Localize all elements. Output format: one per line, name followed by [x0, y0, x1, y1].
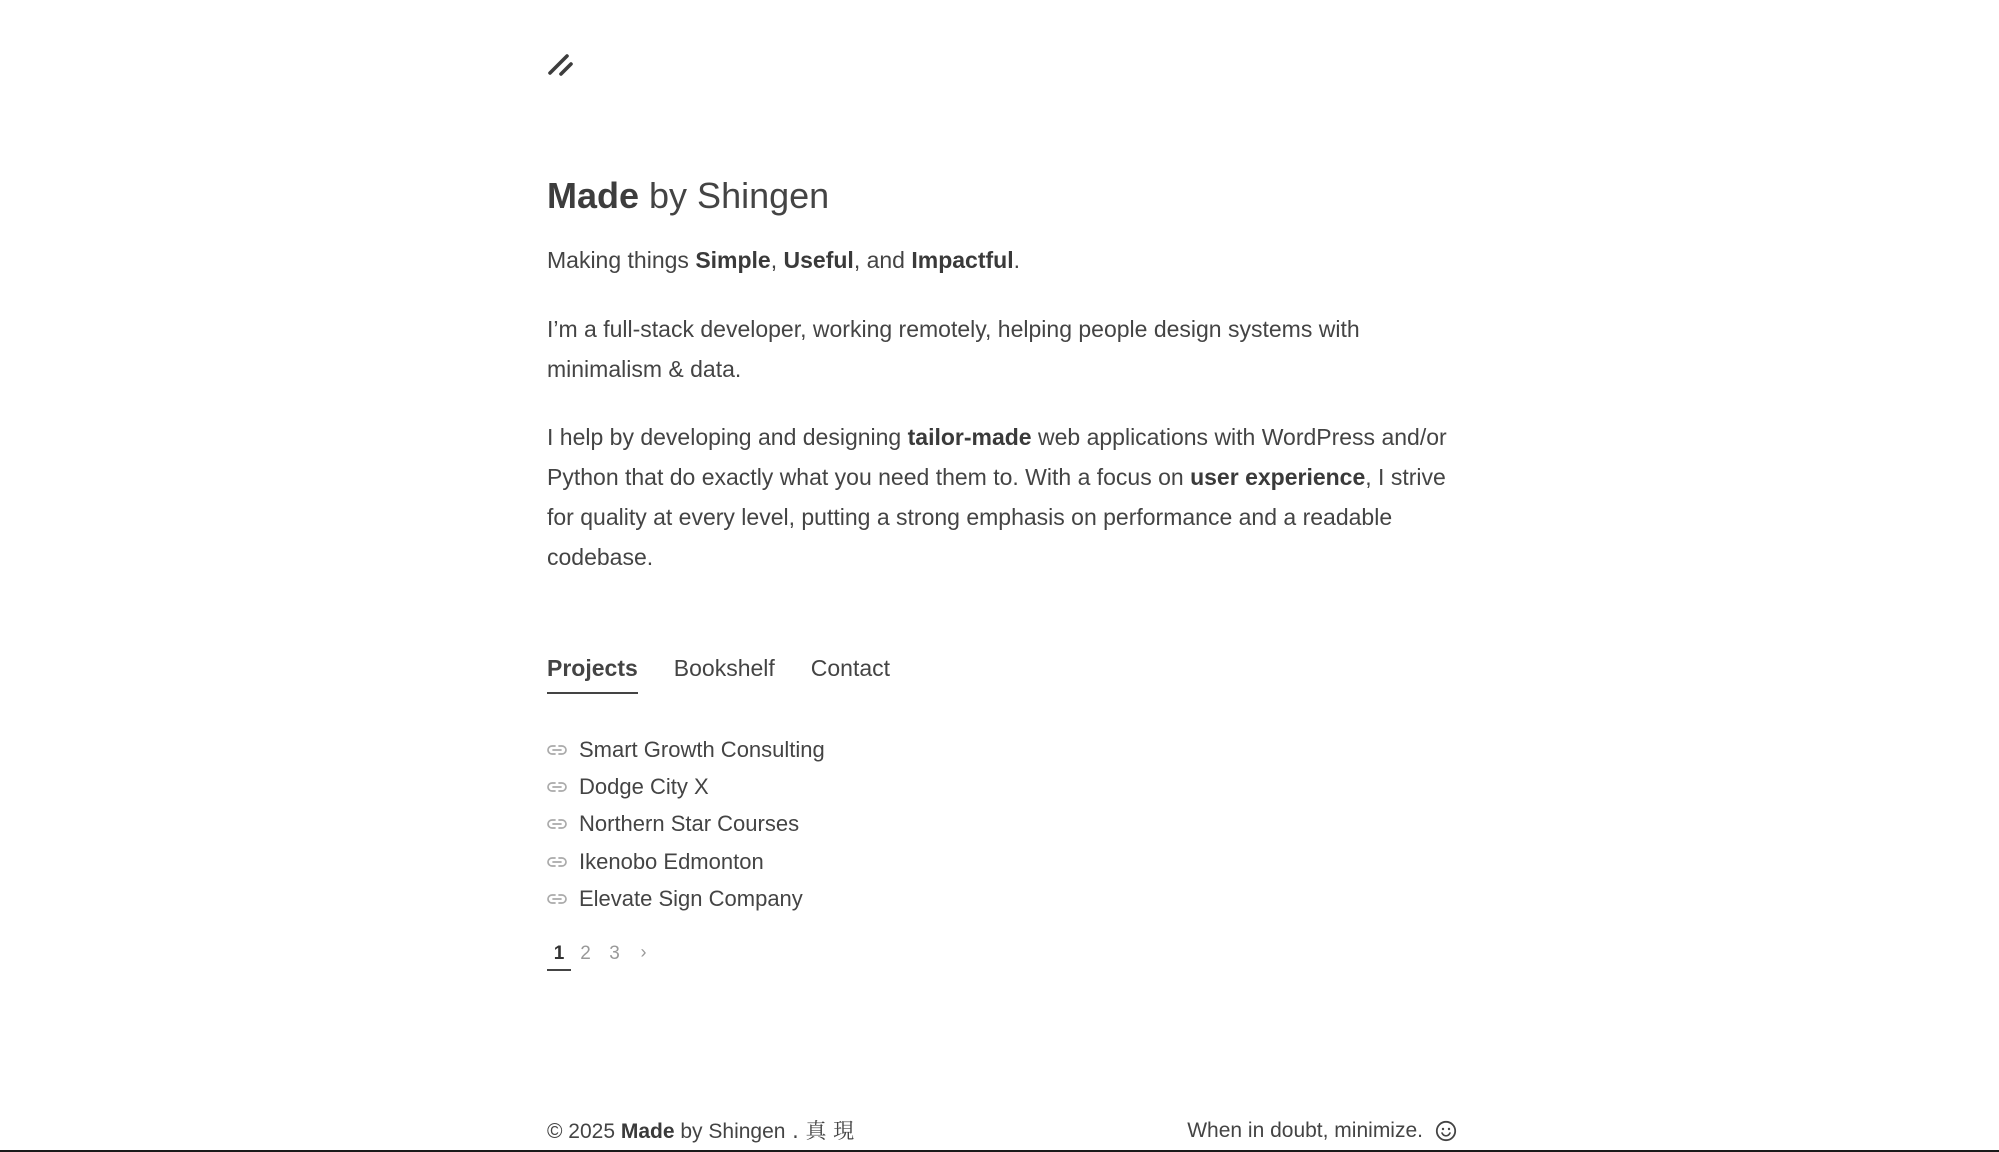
tagline-sep: , [770, 247, 784, 273]
project-item-ikenobo[interactable] [547, 843, 825, 880]
tagline-impactful: Impactful [911, 247, 1014, 273]
tab-contact[interactable]: Contact [810, 655, 891, 681]
project-label[interactable]: Smart Growth Consulting [579, 736, 825, 762]
motto-text: When in doubt, minimize. [1187, 1119, 1423, 1142]
link-icon [547, 743, 569, 757]
page-3-button[interactable]: 3 [609, 943, 620, 964]
services-paragraph [547, 417, 1462, 577]
home-logo-link[interactable] [547, 46, 579, 78]
title-rest: by Shingen [639, 175, 830, 216]
footer-copyright [547, 1116, 854, 1147]
page-1-button[interactable]: 1 [547, 940, 571, 968]
services-text: web applications with WordPress and/or Python that do exactly what you need them to. With a focus on [547, 424, 1447, 490]
project-label[interactable]: Northern Star Courses [579, 811, 800, 837]
tagline-suffix: . [1013, 247, 1020, 273]
intro-paragraph: I’m a full-stack developer, working remotely, helping people design systems with minimalism & data. [547, 316, 1360, 382]
title-bold: Made [547, 175, 640, 216]
section-tabs [547, 650, 890, 694]
link-icon [547, 817, 569, 831]
link-icon [547, 855, 569, 869]
link-icon [547, 780, 569, 794]
next-page-chevron-icon[interactable]: › [640, 942, 647, 962]
tagline-simple: Simple [695, 247, 771, 273]
services-bold-tailor-made: tailor-made [907, 424, 1032, 450]
services-text: I help by developing and designing [547, 424, 908, 450]
footer-brand-bold: Made [620, 1120, 675, 1143]
project-label[interactable]: Elevate Sign Company [579, 885, 803, 911]
tagline [547, 244, 1020, 276]
footer-motto [1187, 1116, 1457, 1146]
pagination [547, 940, 658, 968]
project-item-northern-star[interactable] [547, 806, 825, 843]
project-label[interactable]: Ikenobo Edmonton [579, 848, 764, 874]
tagline-useful: Useful [783, 247, 854, 273]
projects-list [547, 731, 825, 917]
double-slash-logo-icon [547, 46, 579, 78]
link-icon [547, 892, 569, 906]
smiley-icon [1435, 1120, 1457, 1142]
copyright-text: © 2025 [547, 1120, 621, 1143]
tab-projects[interactable]: Projects [547, 650, 638, 694]
project-label[interactable]: Dodge City X [579, 773, 709, 799]
tagline-prefix: Making things [547, 247, 696, 273]
project-item-elevate[interactable] [547, 880, 825, 917]
page-2-button[interactable]: 2 [580, 943, 591, 964]
services-text: , I strive for quality at every level, putting a strong emphasis on performance and a readable codebase. [547, 464, 1446, 570]
page-title [547, 172, 829, 220]
services-bold-user-experience: user experience [1190, 464, 1366, 490]
tab-bookshelf[interactable]: Bookshelf [673, 655, 775, 681]
tagline-sep: , and [853, 247, 912, 273]
footer-kanji: . 真 現 [785, 1119, 855, 1143]
project-item-dodge-city[interactable] [547, 768, 825, 805]
footer-brand-rest: by Shingen [674, 1120, 786, 1143]
project-item-smart-growth[interactable] [547, 731, 825, 768]
